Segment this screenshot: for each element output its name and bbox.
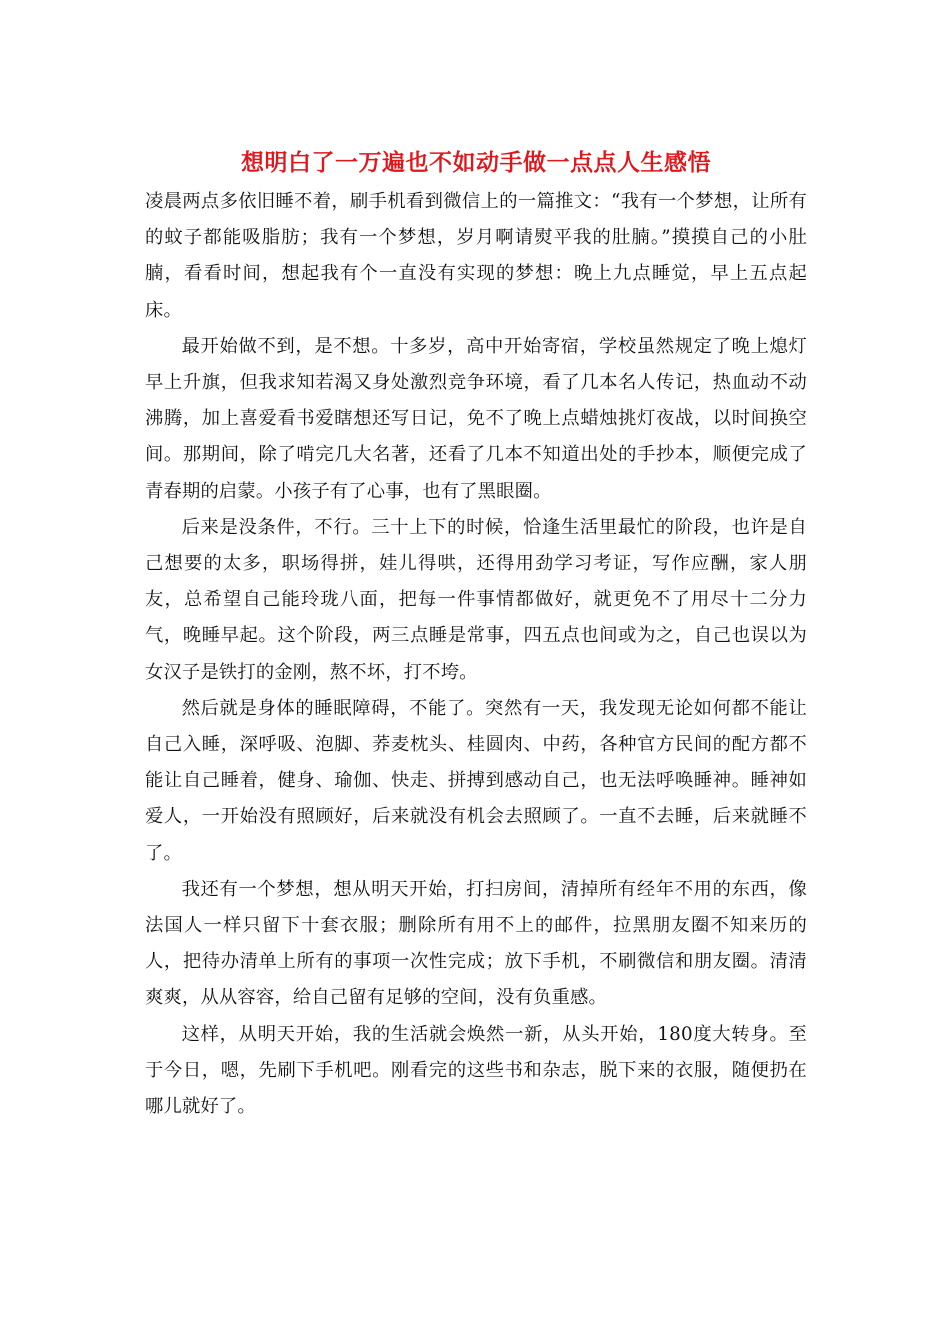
paragraph-4: 然后就是身体的睡眠障碍，不能了。突然有一天，我发现无论如何都不能让自己入睡，深呼吸、泡脚、荞麦枕头、桂圆肉、中药，各种官方民间的配方都不能让自己睡着，健身、瑜伽、快走、拼搏到感动自己，也无法呼唤睡神。睡神如爱人，一开始没有照顾好，后来就没有机会去照顾了。一直不去睡，后来就睡不了。 [145,697,807,864]
document-body [145,146,807,1125]
document-title: 想明白了一万遍也不如动手做一点点人生感悟 [241,149,711,176]
paragraph-3: 后来是没条件，不行。三十上下的时候，恰逢生活里最忙的阶段，也许是自己想要的太多，职场得拼，娃儿得哄，还得用劲学习考证，写作应酬，家人朋友，总希望自己能玲珑八面，把每一件事情都做好，就更免不了用尽十二分力气，晚睡早起。这个阶段，两三点睡是常事，四五点也间或为之，自己也误以为女汉子是铁打的金刚，熬不坏，打不垮。 [145,516,807,683]
paragraph-6: 这样，从明天开始，我的生活就会焕然一新，从头开始，180度大转身。至于今日，嗯，先刷下手机吧。刚看完的这些书和杂志，脱下来的衣服，随便扔在哪儿就好了。 [145,1023,807,1118]
paragraph-5: 我还有一个梦想，想从明天开始，打扫房间，清掉所有经年不用的东西，像法国人一样只留下十套衣服；删除所有用不上的邮件，拉黑朋友圈不知来历的人，把待办清单上所有的事项一次性完成；放下手机，不刷微信和朋友圈。清清爽爽，从从容容，给自己留有足够的空间，没有负重感。 [145,878,807,1009]
paragraph-1: 凌晨两点多依旧睡不着，刷手机看到微信上的一篇推文：“我有一个梦想，让所有的蚊子都能吸脂肪；我有一个梦想，岁月啊请熨平我的肚腩。”摸摸自己的小肚腩，看看时间，想起我有个一直没有实现的梦想：晚上九点睡觉，早上五点起床。 [145,191,807,321]
paragraph-2: 最开始做不到，是不想。十多岁，高中开始寄宿，学校虽然规定了晚上熄灯早上升旗，但我求知若渴又身处激烈竞争环境，看了几本名人传记，热血动不动沸腾，加上喜爱看书爱瞎想还写日记，免不了晚上点蜡烛挑灯夜战，以时间换空间。那期间，除了啃完几大名著，还看了几本不知道出处的手抄本，顺便完成了青春期的启蒙。小孩子有了心事，也有了黑眼圈。 [145,335,807,502]
